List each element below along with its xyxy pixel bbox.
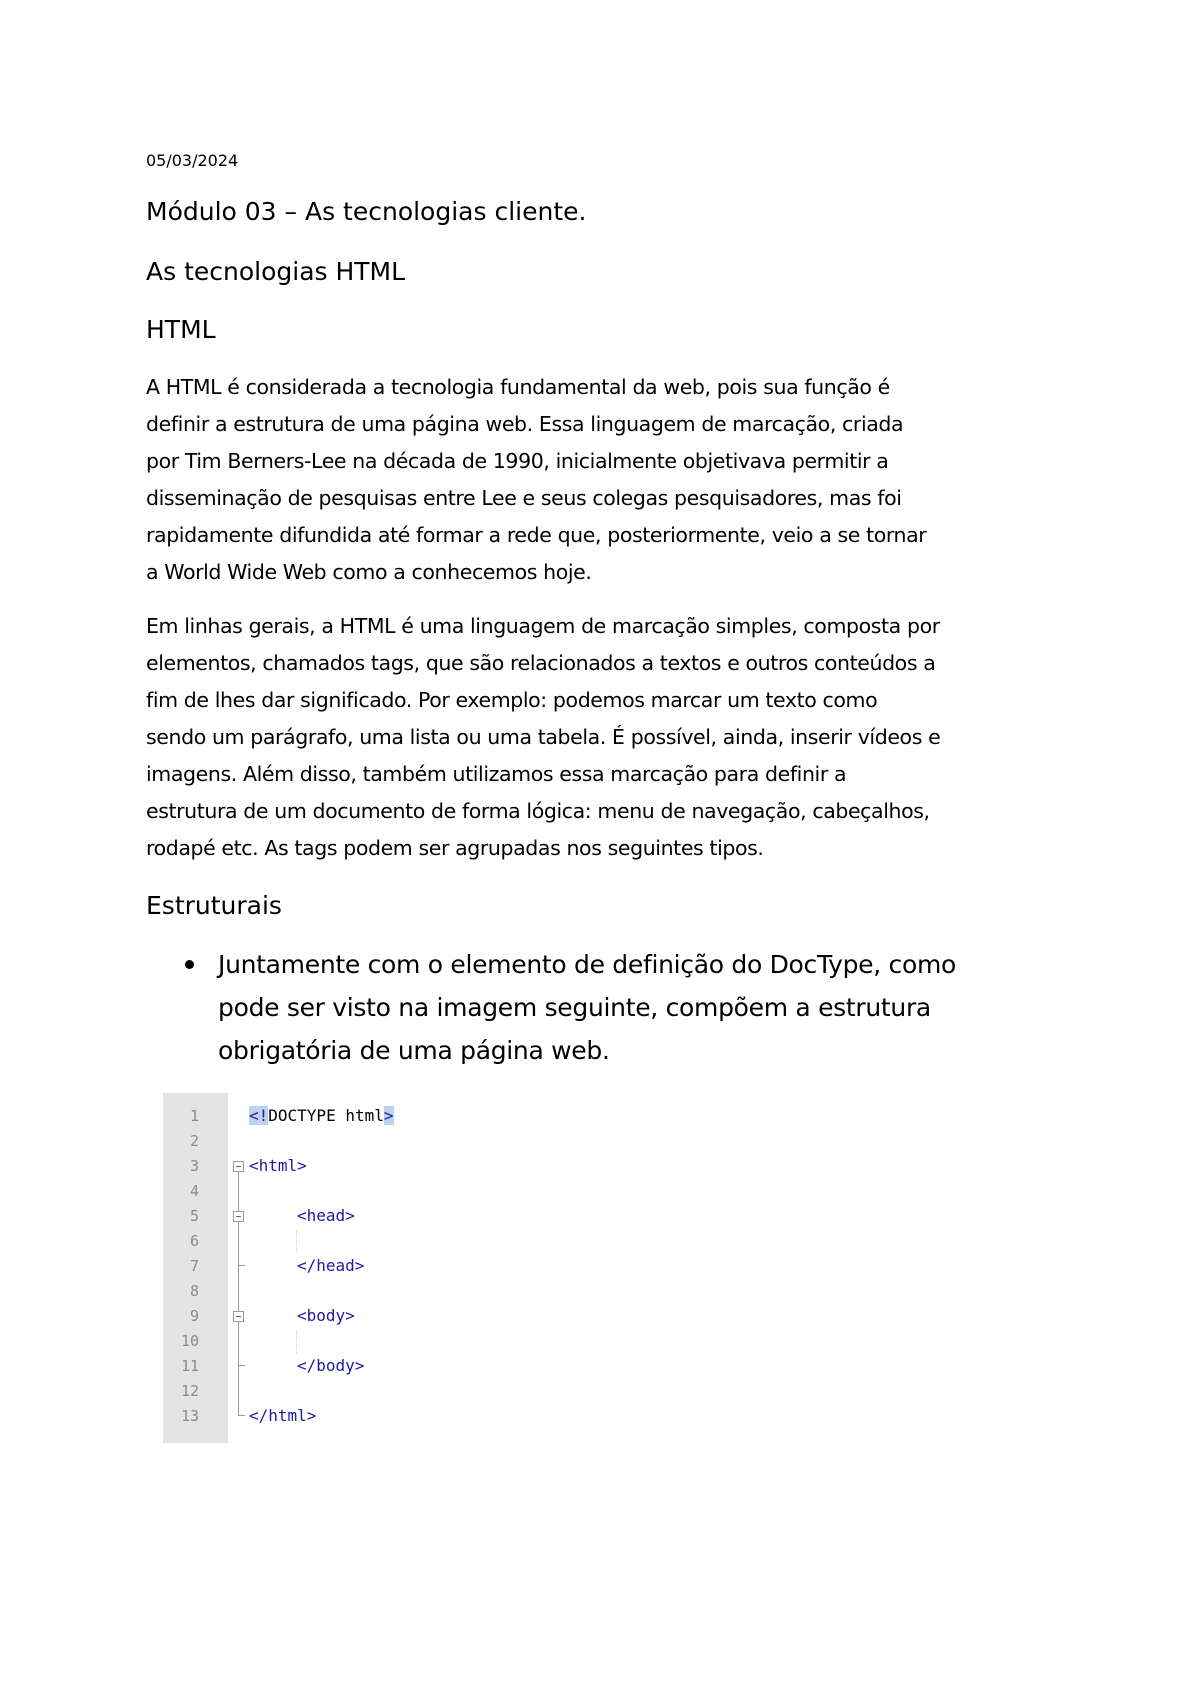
line-number: 8 xyxy=(189,1282,199,1300)
line-number: 3 xyxy=(189,1157,199,1175)
code-line-head-open: <head> xyxy=(297,1206,355,1225)
line-number: 9 xyxy=(189,1307,199,1325)
line-number: 13 xyxy=(180,1407,199,1425)
bullet-list xyxy=(180,943,1080,1072)
bullet-icon xyxy=(185,960,194,969)
line-number: 7 xyxy=(189,1257,199,1275)
fold-guide-end xyxy=(238,1365,245,1366)
line-number: 6 xyxy=(189,1232,199,1250)
fold-guide-end xyxy=(238,1265,245,1266)
paragraph-line: definir a estrutura de uma página web. Essa linguagem de marcação, criada xyxy=(146,412,904,436)
paragraph-line: rapidamente difundida até formar a rede que, posteriormente, veio a se tornar xyxy=(146,523,927,547)
code-line-doctype xyxy=(249,1106,394,1126)
paragraph-html-tags xyxy=(146,608,1066,867)
paragraph-html-intro xyxy=(146,369,1066,591)
html-heading: HTML xyxy=(146,315,216,344)
fold-collapse-icon xyxy=(233,1311,244,1322)
fold-collapse-icon xyxy=(233,1161,244,1172)
paragraph-line: rodapé etc. As tags podem ser agrupadas nos seguintes tipos. xyxy=(146,836,764,860)
document-date: 05/03/2024 xyxy=(146,151,239,170)
line-number: 5 xyxy=(189,1207,199,1225)
module-heading: Módulo 03 – As tecnologias cliente. xyxy=(146,197,587,226)
line-number: 1 xyxy=(189,1107,199,1125)
line-number: 12 xyxy=(180,1382,199,1400)
html-code-screenshot xyxy=(163,1093,663,1443)
fold-guide-line xyxy=(238,1172,239,1415)
doctype-open-bracket: <! xyxy=(249,1106,269,1125)
line-number: 2 xyxy=(189,1132,199,1150)
paragraph-line: A HTML é considerada a tecnologia fundamental da web, pois sua função é xyxy=(146,375,890,399)
doctype-close-bracket: > xyxy=(383,1106,394,1125)
code-line-html-open: <html> xyxy=(249,1156,307,1175)
paragraph-line: imagens. Além disso, também utilizamos essa marcação para definir a xyxy=(146,762,847,786)
indent-guide xyxy=(296,1231,297,1253)
line-number: 11 xyxy=(180,1357,199,1375)
paragraph-line: disseminação de pesquisas entre Lee e seus colegas pesquisadores, mas foi xyxy=(146,486,902,510)
list-item xyxy=(180,943,1080,1072)
code-line-head-close: </head> xyxy=(297,1256,365,1275)
indent-guide xyxy=(296,1331,297,1353)
fold-collapse-icon xyxy=(233,1211,244,1222)
list-item-line: Juntamente com o elemento de definição do DocType, como xyxy=(218,950,957,979)
paragraph-line: a World Wide Web como a conhecemos hoje. xyxy=(146,560,592,584)
estruturais-heading: Estruturais xyxy=(146,891,282,920)
code-line-body-open: <body> xyxy=(297,1306,355,1325)
paragraph-line: por Tim Berners-Lee na década de 1990, inicialmente objetivava permitir a xyxy=(146,449,889,473)
paragraph-line: sendo um parágrafo, uma lista ou uma tabela. É possível, ainda, inserir vídeos e xyxy=(146,725,941,749)
paragraph-line: fim de lhes dar significado. Por exemplo: podemos marcar um texto como xyxy=(146,688,878,712)
paragraph-line: elementos, chamados tags, que são relacionados a textos e outros conteúdos a xyxy=(146,651,936,675)
doctype-text: DOCTYPE html xyxy=(268,1106,384,1125)
list-item-line: pode ser visto na imagem seguinte, compõem a estrutura xyxy=(218,993,931,1022)
paragraph-line: Em linhas gerais, a HTML é uma linguagem de marcação simples, composta por xyxy=(146,614,940,638)
line-number: 4 xyxy=(189,1182,199,1200)
list-item-line: obrigatória de uma página web. xyxy=(218,1036,610,1065)
code-line-body-close: </body> xyxy=(297,1356,365,1375)
paragraph-line: estrutura de um documento de forma lógica: menu de navegação, cabeçalhos, xyxy=(146,799,930,823)
subtitle-heading: As tecnologias HTML xyxy=(146,257,406,286)
line-number: 10 xyxy=(180,1332,199,1350)
fold-guide-end xyxy=(238,1415,245,1416)
code-line-html-close: </html> xyxy=(249,1406,317,1425)
